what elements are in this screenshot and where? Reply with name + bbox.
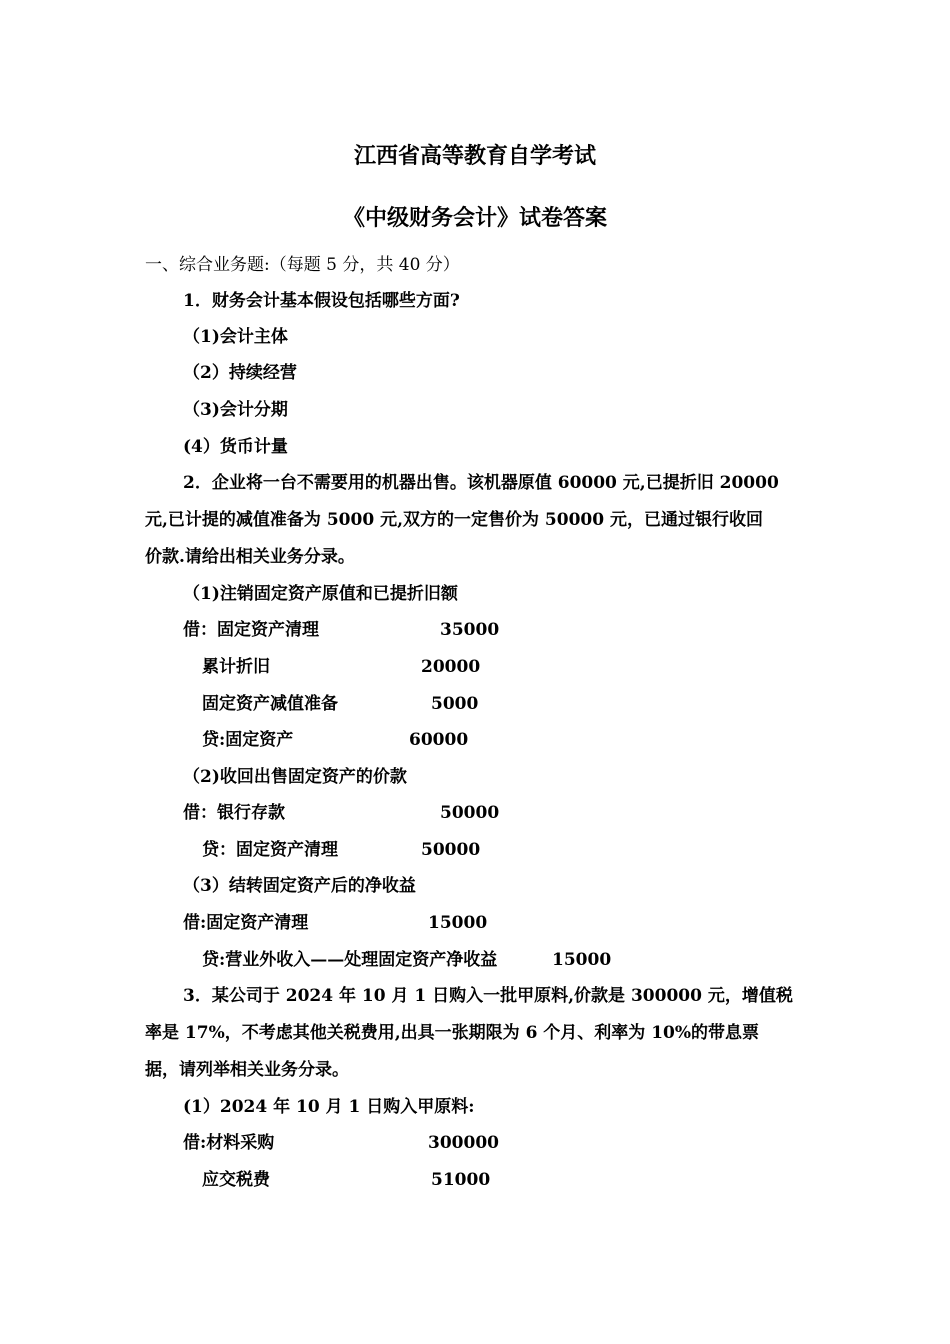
journal-entry-amount: 20000 [421, 657, 481, 677]
question-2-line-3: 价款.请给出相关业务分录。 [145, 547, 355, 567]
journal-entry-amount: 50000 [440, 803, 500, 823]
q2-step-2: （2)收回出售固定资产的价款 [183, 767, 407, 787]
journal-entry-amount: 60000 [409, 730, 469, 750]
q1-answer-4: (4）货币计量 [183, 437, 288, 457]
question-3-line-2: 率是 17%，不考虑其他关税费用,出具一张期限为 6 个月、利率为 10%的带息票 [145, 1023, 760, 1043]
journal-entry-amount: 35000 [440, 620, 500, 640]
journal-entry-amount: 51000 [431, 1170, 491, 1190]
journal-entry-account: 借：固定资产清理 [183, 620, 319, 640]
journal-entry-account: 贷：固定资产清理 [202, 840, 338, 860]
question-1: 1．财务会计基本假设包括哪些方面? [183, 291, 460, 311]
journal-entry-account: 借:固定资产清理 [183, 913, 309, 933]
journal-entry-amount: 15000 [428, 913, 488, 933]
journal-entry-account: 贷:固定资产 [202, 730, 294, 750]
journal-entry-amount: 5000 [431, 694, 479, 714]
journal-entry-account: 贷:营业外收入——处理固定资产净收益 [202, 950, 498, 970]
document-subtitle: 《中级财务会计》试卷答案 [342, 205, 607, 231]
q2-step-1: （1)注销固定资产原值和已提折旧额 [183, 584, 458, 604]
q3-step-1: (1）2024 年 10 月 1 日购入甲原料: [183, 1097, 475, 1117]
q1-answer-1: （1)会计主体 [183, 327, 288, 347]
journal-entry-amount: 15000 [552, 950, 612, 970]
journal-entry-account: 借：银行存款 [183, 803, 285, 823]
journal-entry-account: 应交税费 [202, 1170, 270, 1190]
q2-step-3: （3）结转固定资产后的净收益 [183, 876, 416, 896]
q1-answer-2: （2）持续经营 [183, 363, 297, 383]
journal-entry-account: 累计折旧 [202, 657, 270, 677]
document-title: 江西省高等教育自学考试 [353, 143, 596, 169]
journal-entry-account: 借:材料采购 [183, 1133, 275, 1153]
journal-entry-amount: 300000 [428, 1133, 499, 1153]
question-2-line-2: 元,已计提的减值准备为 5000 元,双方的一定售价为 50000 元，已通过银行收回 [145, 510, 763, 530]
journal-entry-amount: 50000 [421, 840, 481, 860]
section-heading: 一、综合业务题:（每题 5 分，共 40 分） [145, 255, 460, 275]
q1-answer-3: （3)会计分期 [183, 400, 288, 420]
question-2-line-1: 2．企业将一台不需要用的机器出售。该机器原值 60000 元,已提折旧 20000 [183, 473, 779, 493]
question-3-line-3: 据，请列举相关业务分录。 [145, 1060, 349, 1080]
journal-entry-account: 固定资产减值准备 [202, 694, 338, 714]
question-3-line-1: 3．某公司于 2024 年 10 月 1 日购入一批甲原料,价款是 300000 元，增值税 [183, 986, 793, 1006]
